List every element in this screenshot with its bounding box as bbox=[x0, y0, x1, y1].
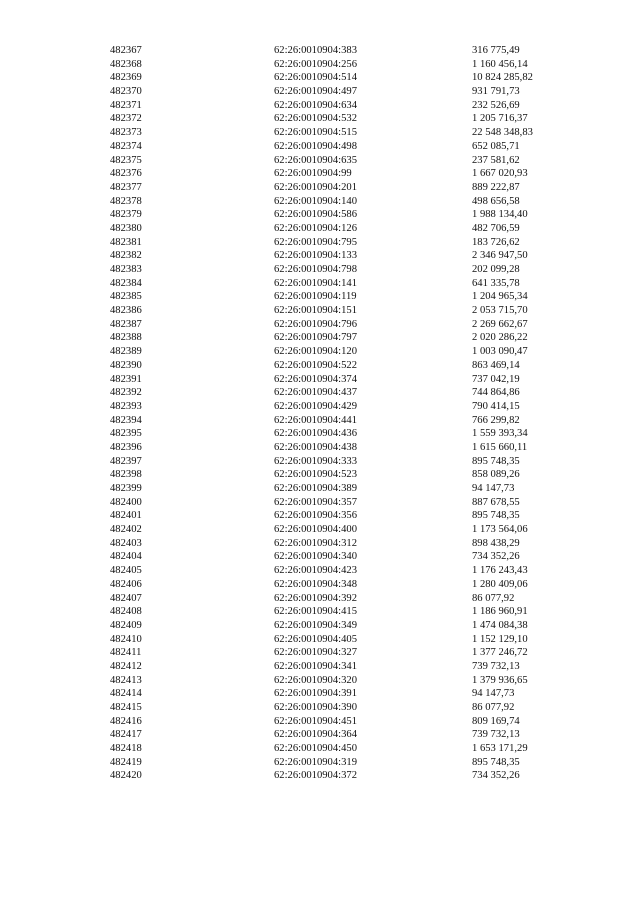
value-amount: 809 169,74 bbox=[472, 715, 520, 727]
table-row bbox=[110, 318, 570, 332]
table-row bbox=[110, 167, 570, 181]
value-amount: 1 152 129,10 bbox=[472, 633, 528, 645]
cadastral-number: 62:26:0010904:99 bbox=[274, 168, 352, 180]
cadastral-number: 62:26:0010904:364 bbox=[274, 729, 357, 741]
row-number: 482414 bbox=[110, 688, 142, 700]
table-row bbox=[110, 99, 570, 113]
cadastral-number: 62:26:0010904:327 bbox=[274, 647, 357, 659]
table-row bbox=[110, 550, 570, 564]
table-row bbox=[110, 400, 570, 414]
cadastral-number: 62:26:0010904:357 bbox=[274, 496, 357, 508]
cadastral-number: 62:26:0010904:423 bbox=[274, 565, 357, 577]
cadastral-number: 62:26:0010904:429 bbox=[274, 400, 357, 412]
value-amount: 183 726,62 bbox=[472, 236, 520, 248]
value-amount: 1 205 716,37 bbox=[472, 113, 528, 125]
table-row bbox=[110, 578, 570, 592]
row-number: 482396 bbox=[110, 441, 142, 453]
row-number: 482403 bbox=[110, 537, 142, 549]
row-number: 482385 bbox=[110, 291, 142, 303]
cadastral-number: 62:26:0010904:437 bbox=[274, 387, 357, 399]
value-amount: 895 748,35 bbox=[472, 510, 520, 522]
row-number: 482367 bbox=[110, 45, 142, 56]
value-amount: 237 581,62 bbox=[472, 154, 520, 166]
table-row bbox=[110, 195, 570, 209]
value-amount: 898 438,29 bbox=[472, 537, 520, 549]
row-number: 482382 bbox=[110, 250, 142, 262]
value-amount: 1 667 020,93 bbox=[472, 168, 528, 180]
value-amount: 2 346 947,50 bbox=[472, 250, 528, 262]
table-row bbox=[110, 331, 570, 345]
row-number: 482384 bbox=[110, 277, 142, 289]
row-number: 482409 bbox=[110, 619, 142, 631]
row-number: 482369 bbox=[110, 72, 142, 84]
table-row bbox=[110, 44, 570, 58]
value-amount: 1 176 243,43 bbox=[472, 565, 528, 577]
cadastral-number: 62:26:0010904:126 bbox=[274, 222, 357, 234]
table-row bbox=[110, 345, 570, 359]
value-amount: 10 824 285,82 bbox=[472, 72, 533, 84]
cadastral-number: 62:26:0010904:319 bbox=[274, 756, 357, 768]
cadastral-number: 62:26:0010904:120 bbox=[274, 346, 357, 358]
table-row bbox=[110, 564, 570, 578]
table-row bbox=[110, 58, 570, 72]
value-amount: 739 732,13 bbox=[472, 729, 520, 741]
value-amount: 1 377 246,72 bbox=[472, 647, 528, 659]
row-number: 482398 bbox=[110, 469, 142, 481]
table-row bbox=[110, 769, 570, 783]
cadastral-number: 62:26:0010904:400 bbox=[274, 524, 357, 536]
row-number: 482394 bbox=[110, 414, 142, 426]
row-number: 482390 bbox=[110, 359, 142, 371]
table-row bbox=[110, 222, 570, 236]
row-number: 482393 bbox=[110, 400, 142, 412]
row-number: 482379 bbox=[110, 209, 142, 221]
value-amount: 1 474 084,38 bbox=[472, 619, 528, 631]
value-amount: 931 791,73 bbox=[472, 86, 520, 98]
row-number: 482415 bbox=[110, 702, 142, 713]
table-row bbox=[110, 701, 570, 715]
cadastral-number: 62:26:0010904:586 bbox=[274, 209, 357, 221]
row-number: 482418 bbox=[110, 743, 142, 755]
cadastral-number: 62:26:0010904:312 bbox=[274, 537, 357, 549]
cadastral-number: 62:26:0010904:438 bbox=[274, 441, 357, 453]
value-amount: 641 335,78 bbox=[472, 277, 520, 289]
table-row bbox=[110, 674, 570, 688]
cadastral-number: 62:26:0010904:349 bbox=[274, 619, 357, 631]
row-number: 482380 bbox=[110, 222, 142, 234]
value-amount: 22 548 348,83 bbox=[472, 127, 533, 139]
row-number: 482410 bbox=[110, 633, 142, 645]
cadastral-number: 62:26:0010904:441 bbox=[274, 414, 357, 426]
row-number: 482405 bbox=[110, 565, 142, 577]
cadastral-number: 62:26:0010904:635 bbox=[274, 154, 357, 166]
value-amount: 739 732,13 bbox=[472, 660, 520, 672]
row-number: 482386 bbox=[110, 305, 142, 317]
cadastral-number: 62:26:0010904:532 bbox=[274, 113, 357, 125]
value-amount: 1 003 090,47 bbox=[472, 346, 528, 358]
table-row bbox=[110, 605, 570, 619]
value-amount: 895 748,35 bbox=[472, 455, 520, 467]
table-row bbox=[110, 468, 570, 482]
row-number: 482387 bbox=[110, 318, 142, 330]
cadastral-number: 62:26:0010904:415 bbox=[274, 606, 357, 618]
table-row bbox=[110, 592, 570, 606]
cadastral-number: 62:26:0010904:333 bbox=[274, 455, 357, 467]
value-amount: 734 352,26 bbox=[472, 551, 520, 563]
value-amount: 2 269 662,67 bbox=[472, 318, 528, 330]
table-row bbox=[110, 728, 570, 742]
row-number: 482413 bbox=[110, 674, 142, 686]
value-amount: 202 099,28 bbox=[472, 264, 520, 275]
row-number: 482371 bbox=[110, 99, 142, 111]
cadastral-number: 62:26:0010904:797 bbox=[274, 332, 357, 344]
table-row bbox=[110, 496, 570, 510]
value-amount: 744 864,86 bbox=[472, 387, 520, 399]
cadastral-number: 62:26:0010904:515 bbox=[274, 127, 357, 139]
row-number: 482404 bbox=[110, 551, 142, 563]
row-number: 482388 bbox=[110, 332, 142, 344]
cadastral-number: 62:26:0010904:522 bbox=[274, 359, 357, 371]
table-row bbox=[110, 126, 570, 140]
table-row bbox=[110, 441, 570, 455]
cadastral-number: 62:26:0010904:798 bbox=[274, 264, 357, 275]
value-amount: 734 352,26 bbox=[472, 770, 520, 782]
row-number: 482372 bbox=[110, 113, 142, 125]
table-row bbox=[110, 236, 570, 250]
row-number: 482412 bbox=[110, 660, 142, 672]
table-row bbox=[110, 715, 570, 729]
value-amount: 86 077,92 bbox=[472, 702, 515, 713]
value-amount: 94 147,73 bbox=[472, 483, 515, 494]
table-row bbox=[110, 359, 570, 373]
table-row bbox=[110, 277, 570, 291]
value-amount: 1 160 456,14 bbox=[472, 58, 528, 70]
value-amount: 482 706,59 bbox=[472, 222, 520, 234]
value-amount: 895 748,35 bbox=[472, 756, 520, 768]
cadastral-number: 62:26:0010904:341 bbox=[274, 660, 357, 672]
row-number: 482381 bbox=[110, 236, 142, 248]
row-number: 482378 bbox=[110, 195, 142, 207]
value-amount: 1 988 134,40 bbox=[472, 209, 528, 221]
row-number: 482420 bbox=[110, 770, 142, 782]
cadastral-number: 62:26:0010904:391 bbox=[274, 688, 357, 700]
table-row bbox=[110, 263, 570, 277]
row-number: 482392 bbox=[110, 387, 142, 399]
value-amount: 94 147,73 bbox=[472, 688, 515, 700]
table-row bbox=[110, 509, 570, 523]
table-row bbox=[110, 742, 570, 756]
table-row bbox=[110, 687, 570, 701]
value-amount: 2 020 286,22 bbox=[472, 332, 528, 344]
value-amount: 766 299,82 bbox=[472, 414, 520, 426]
table-row bbox=[110, 208, 570, 222]
table-row bbox=[110, 537, 570, 551]
value-amount: 1 173 564,06 bbox=[472, 524, 528, 536]
table-row bbox=[110, 386, 570, 400]
row-number: 482391 bbox=[110, 373, 142, 385]
value-amount: 1 559 393,34 bbox=[472, 428, 528, 440]
table-row bbox=[110, 633, 570, 647]
table-row bbox=[110, 181, 570, 195]
row-number: 482383 bbox=[110, 264, 142, 275]
cadastral-number: 62:26:0010904:348 bbox=[274, 578, 357, 590]
table-row bbox=[110, 290, 570, 304]
value-amount: 1 379 936,65 bbox=[472, 674, 528, 686]
row-number: 482370 bbox=[110, 86, 142, 98]
row-number: 482407 bbox=[110, 592, 142, 604]
table-row bbox=[110, 482, 570, 496]
cadastral-number: 62:26:0010904:436 bbox=[274, 428, 357, 440]
value-amount: 1 204 965,34 bbox=[472, 291, 528, 303]
table-row bbox=[110, 71, 570, 85]
row-number: 482389 bbox=[110, 346, 142, 358]
row-number: 482408 bbox=[110, 606, 142, 618]
value-amount: 858 089,26 bbox=[472, 469, 520, 481]
cadastral-number: 62:26:0010904:340 bbox=[274, 551, 357, 563]
row-number: 482400 bbox=[110, 496, 142, 508]
table-row bbox=[110, 373, 570, 387]
value-amount: 737 042,19 bbox=[472, 373, 520, 385]
data-table bbox=[110, 44, 570, 783]
row-number: 482373 bbox=[110, 127, 142, 139]
value-amount: 316 775,49 bbox=[472, 45, 520, 56]
cadastral-number: 62:26:0010904:372 bbox=[274, 770, 357, 782]
cadastral-number: 62:26:0010904:498 bbox=[274, 140, 357, 152]
row-number: 482376 bbox=[110, 168, 142, 180]
value-amount: 498 656,58 bbox=[472, 195, 520, 207]
table-row bbox=[110, 414, 570, 428]
cadastral-number: 62:26:0010904:133 bbox=[274, 250, 357, 262]
value-amount: 887 678,55 bbox=[472, 496, 520, 508]
row-number: 482417 bbox=[110, 729, 142, 741]
row-number: 482375 bbox=[110, 154, 142, 166]
table-row bbox=[110, 523, 570, 537]
value-amount: 652 085,71 bbox=[472, 140, 520, 152]
cadastral-number: 62:26:0010904:356 bbox=[274, 510, 357, 522]
table-row bbox=[110, 756, 570, 770]
cadastral-number: 62:26:0010904:634 bbox=[274, 99, 357, 111]
row-number: 482402 bbox=[110, 524, 142, 536]
value-amount: 1 186 960,91 bbox=[472, 606, 528, 618]
row-number: 482401 bbox=[110, 510, 142, 522]
table-row bbox=[110, 112, 570, 126]
row-number: 482399 bbox=[110, 483, 142, 494]
table-row bbox=[110, 249, 570, 263]
cadastral-number: 62:26:0010904:383 bbox=[274, 45, 357, 56]
row-number: 482419 bbox=[110, 756, 142, 768]
table-row bbox=[110, 619, 570, 633]
cadastral-number: 62:26:0010904:390 bbox=[274, 702, 357, 713]
cadastral-number: 62:26:0010904:141 bbox=[274, 277, 357, 289]
value-amount: 232 526,69 bbox=[472, 99, 520, 111]
cadastral-number: 62:26:0010904:795 bbox=[274, 236, 357, 248]
table-row bbox=[110, 154, 570, 168]
row-number: 482368 bbox=[110, 58, 142, 70]
cadastral-number: 62:26:0010904:514 bbox=[274, 72, 357, 84]
table-row bbox=[110, 140, 570, 154]
cadastral-number: 62:26:0010904:151 bbox=[274, 305, 357, 317]
cadastral-number: 62:26:0010904:119 bbox=[274, 291, 357, 303]
cadastral-number: 62:26:0010904:392 bbox=[274, 592, 357, 604]
cadastral-number: 62:26:0010904:140 bbox=[274, 195, 357, 207]
cadastral-number: 62:26:0010904:201 bbox=[274, 181, 357, 193]
row-number: 482397 bbox=[110, 455, 142, 467]
cadastral-number: 62:26:0010904:320 bbox=[274, 674, 357, 686]
cadastral-number: 62:26:0010904:405 bbox=[274, 633, 357, 645]
value-amount: 889 222,87 bbox=[472, 181, 520, 193]
table-row bbox=[110, 455, 570, 469]
cadastral-number: 62:26:0010904:796 bbox=[274, 318, 357, 330]
value-amount: 1 280 409,06 bbox=[472, 578, 528, 590]
cadastral-number: 62:26:0010904:523 bbox=[274, 469, 357, 481]
row-number: 482374 bbox=[110, 140, 142, 152]
value-amount: 863 469,14 bbox=[472, 359, 520, 371]
row-number: 482406 bbox=[110, 578, 142, 590]
value-amount: 1 653 171,29 bbox=[472, 743, 528, 755]
cadastral-number: 62:26:0010904:374 bbox=[274, 373, 357, 385]
table-row bbox=[110, 646, 570, 660]
row-number: 482395 bbox=[110, 428, 142, 440]
cadastral-number: 62:26:0010904:256 bbox=[274, 58, 357, 70]
cadastral-number: 62:26:0010904:450 bbox=[274, 743, 357, 755]
cadastral-number: 62:26:0010904:497 bbox=[274, 86, 357, 98]
row-number: 482377 bbox=[110, 181, 142, 193]
value-amount: 1 615 660,11 bbox=[472, 441, 528, 453]
cadastral-number: 62:26:0010904:451 bbox=[274, 715, 357, 727]
value-amount: 2 053 715,70 bbox=[472, 305, 528, 317]
table-row bbox=[110, 304, 570, 318]
table-row bbox=[110, 660, 570, 674]
value-amount: 790 414,15 bbox=[472, 400, 520, 412]
cadastral-number: 62:26:0010904:389 bbox=[274, 483, 357, 494]
value-amount: 86 077,92 bbox=[472, 592, 515, 604]
table-row bbox=[110, 85, 570, 99]
row-number: 482411 bbox=[110, 647, 142, 659]
table-row bbox=[110, 427, 570, 441]
row-number: 482416 bbox=[110, 715, 142, 727]
